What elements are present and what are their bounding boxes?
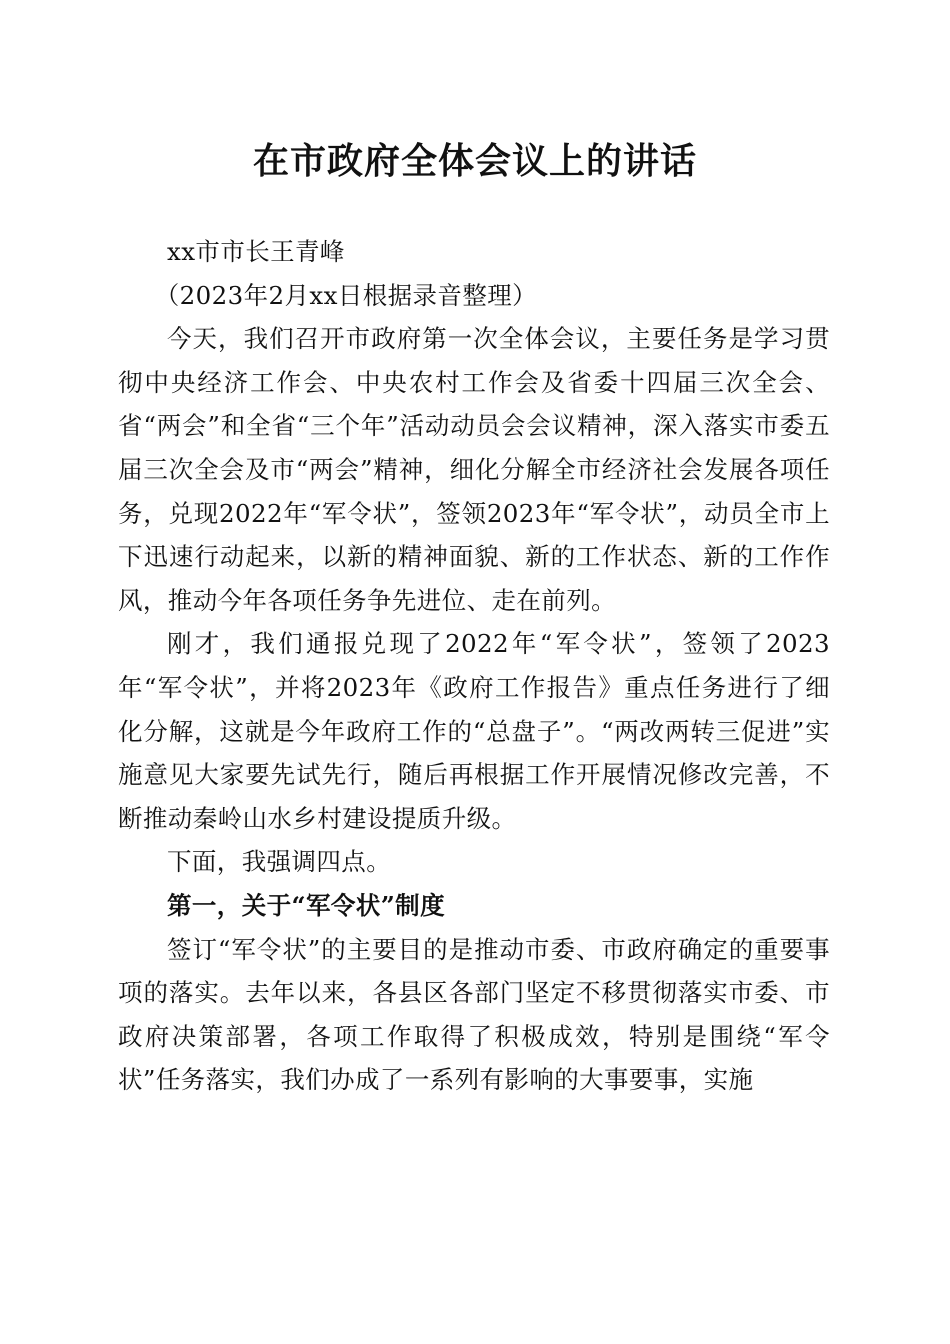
page-title: 在市政府全体会议上的讲话 [252, 140, 697, 182]
section-paragraph-1: 签订“军令状”的主要目的是推动市委、市政府确定的重要事项的落实。去年以来，各县区各部门坚定不移贯彻落实市委、市政府决策部署，各项工作取得了积极成效，特别是围绕“军令状”任务落实，我们办成了一系列有影响的大事要事，实施 [118, 934, 830, 1095]
paragraph-1: 今天，我们召开市政府第一次全体会议，主要任务是学习贯彻中央经济工作会、中央农村工作会及省委十四届三次全会、省“两会”和全省“三个年”活动动员会会议精神，深入落实市委五届三次全会及市“两会”精神，细化分解全市经济社会发展各项任务，兑现2022年“军令状”，签领2023年“军令状”，动员全市上下迅速行动起来，以新的精神面貌、新的工作状态、新的工作作风，推动今年各项任务争先进位、走在前列。 [118, 324, 830, 615]
section-heading: 第一，关于“军令状”制度 [167, 890, 445, 920]
paragraph-2: 刚才，我们通报兑现了2022年“军令状”，签领了2023年“军令状”，并将2023年《政府工作报告》重点任务进行了细化分解，这就是今年政府工作的“总盘子”。“两改两转三促进”实施意见大家要先试先行，随后再根据工作开展情况修改完善，不断推动秦岭山水乡村建设提质升级。 [118, 629, 830, 833]
speaker-line: xx市市长王青峰 [167, 237, 345, 266]
document-body [118, 230, 830, 1102]
date-note: （2023年2月xx日根据录音整理） [154, 280, 538, 310]
paragraph-3: 下面，我强调四点。 [167, 847, 392, 877]
